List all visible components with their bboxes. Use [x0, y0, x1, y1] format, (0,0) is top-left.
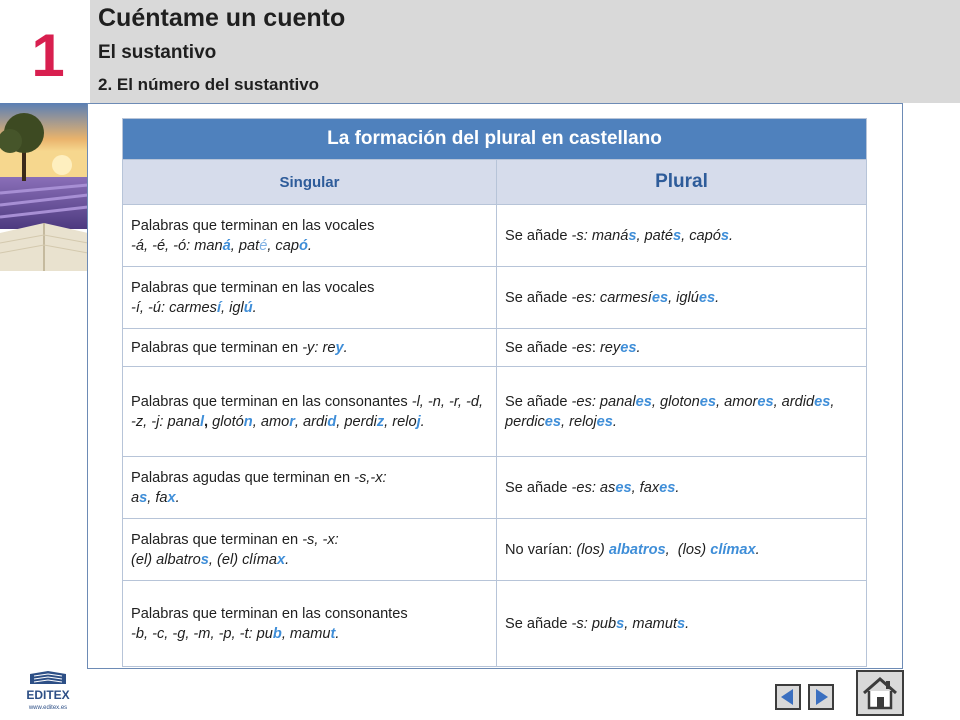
plural-rule-cell: Se añade -s: manás, patés, capós.	[497, 205, 867, 267]
previous-slide-button[interactable]	[775, 684, 801, 710]
plural-rule-cell: Se añade -es: ases, faxes.	[497, 457, 867, 519]
plural-formation-table	[122, 118, 867, 667]
editex-logo	[18, 670, 78, 714]
logo-text: EDITEX	[26, 688, 70, 702]
singular-rule-cell: Palabras que terminan en -s, -x: (el) albatros, (el) clímax.	[123, 519, 497, 581]
table-row	[123, 581, 867, 667]
singular-rule-cell: Palabras que terminan en las vocales -í, -ú: carmesí, iglú.	[123, 267, 497, 329]
table-row	[123, 267, 867, 329]
topic-title: El sustantivo	[98, 42, 217, 63]
plural-rule-cell: Se añade -s: pubs, mamuts.	[497, 581, 867, 667]
landscape-book-image	[0, 103, 88, 271]
table-row	[123, 457, 867, 519]
home-button[interactable]	[856, 670, 904, 716]
triangle-right-icon	[810, 686, 832, 708]
subtopic-title: 2. El número del sustantivo	[98, 75, 320, 94]
singular-rule-cell: Palabras que terminan en las vocales -á, -é, -ó: maná, paté, capó.	[123, 205, 497, 267]
plural-rule-cell: Se añade -es: reyes.	[497, 329, 867, 367]
plural-rule-cell: Se añade -es: panales, glotones, amores, ardides, perdices, relojes.	[497, 367, 867, 457]
table-row	[123, 519, 867, 581]
unit-number: 1	[31, 22, 65, 89]
plural-rule-cell: No varían: (los) albatros, (los) clímax.	[497, 519, 867, 581]
next-slide-button[interactable]	[808, 684, 834, 710]
house-icon	[858, 672, 902, 714]
table-caption: La formación del plural en castellano	[123, 119, 867, 160]
singular-rule-cell: Palabras que terminan en -y: rey.	[123, 329, 497, 367]
column-header-plural: Plural	[497, 160, 867, 205]
plural-rule-cell: Se añade -es: carmesíes, iglúes.	[497, 267, 867, 329]
singular-rule-cell: Palabras que terminan en las consonantes -b, -c, -g, -m, -p, -t: pub, mamut.	[123, 581, 497, 667]
singular-rule-cell: Palabras que terminan en las consonantes -l, -n, -r, -d, -z, -j: panal, glotón, amor, ardid, perdiz, reloj.	[123, 367, 497, 457]
table-row	[123, 329, 867, 367]
unit-title: Cuéntame un cuento	[98, 4, 346, 32]
column-header-singular: Singular	[123, 160, 497, 205]
logo-url: www.editex.es	[28, 705, 68, 711]
triangle-left-icon	[777, 686, 799, 708]
table-row	[123, 367, 867, 457]
table-row	[123, 205, 867, 267]
singular-rule-cell: Palabras agudas que terminan en -s,-x: as, fax.	[123, 457, 497, 519]
